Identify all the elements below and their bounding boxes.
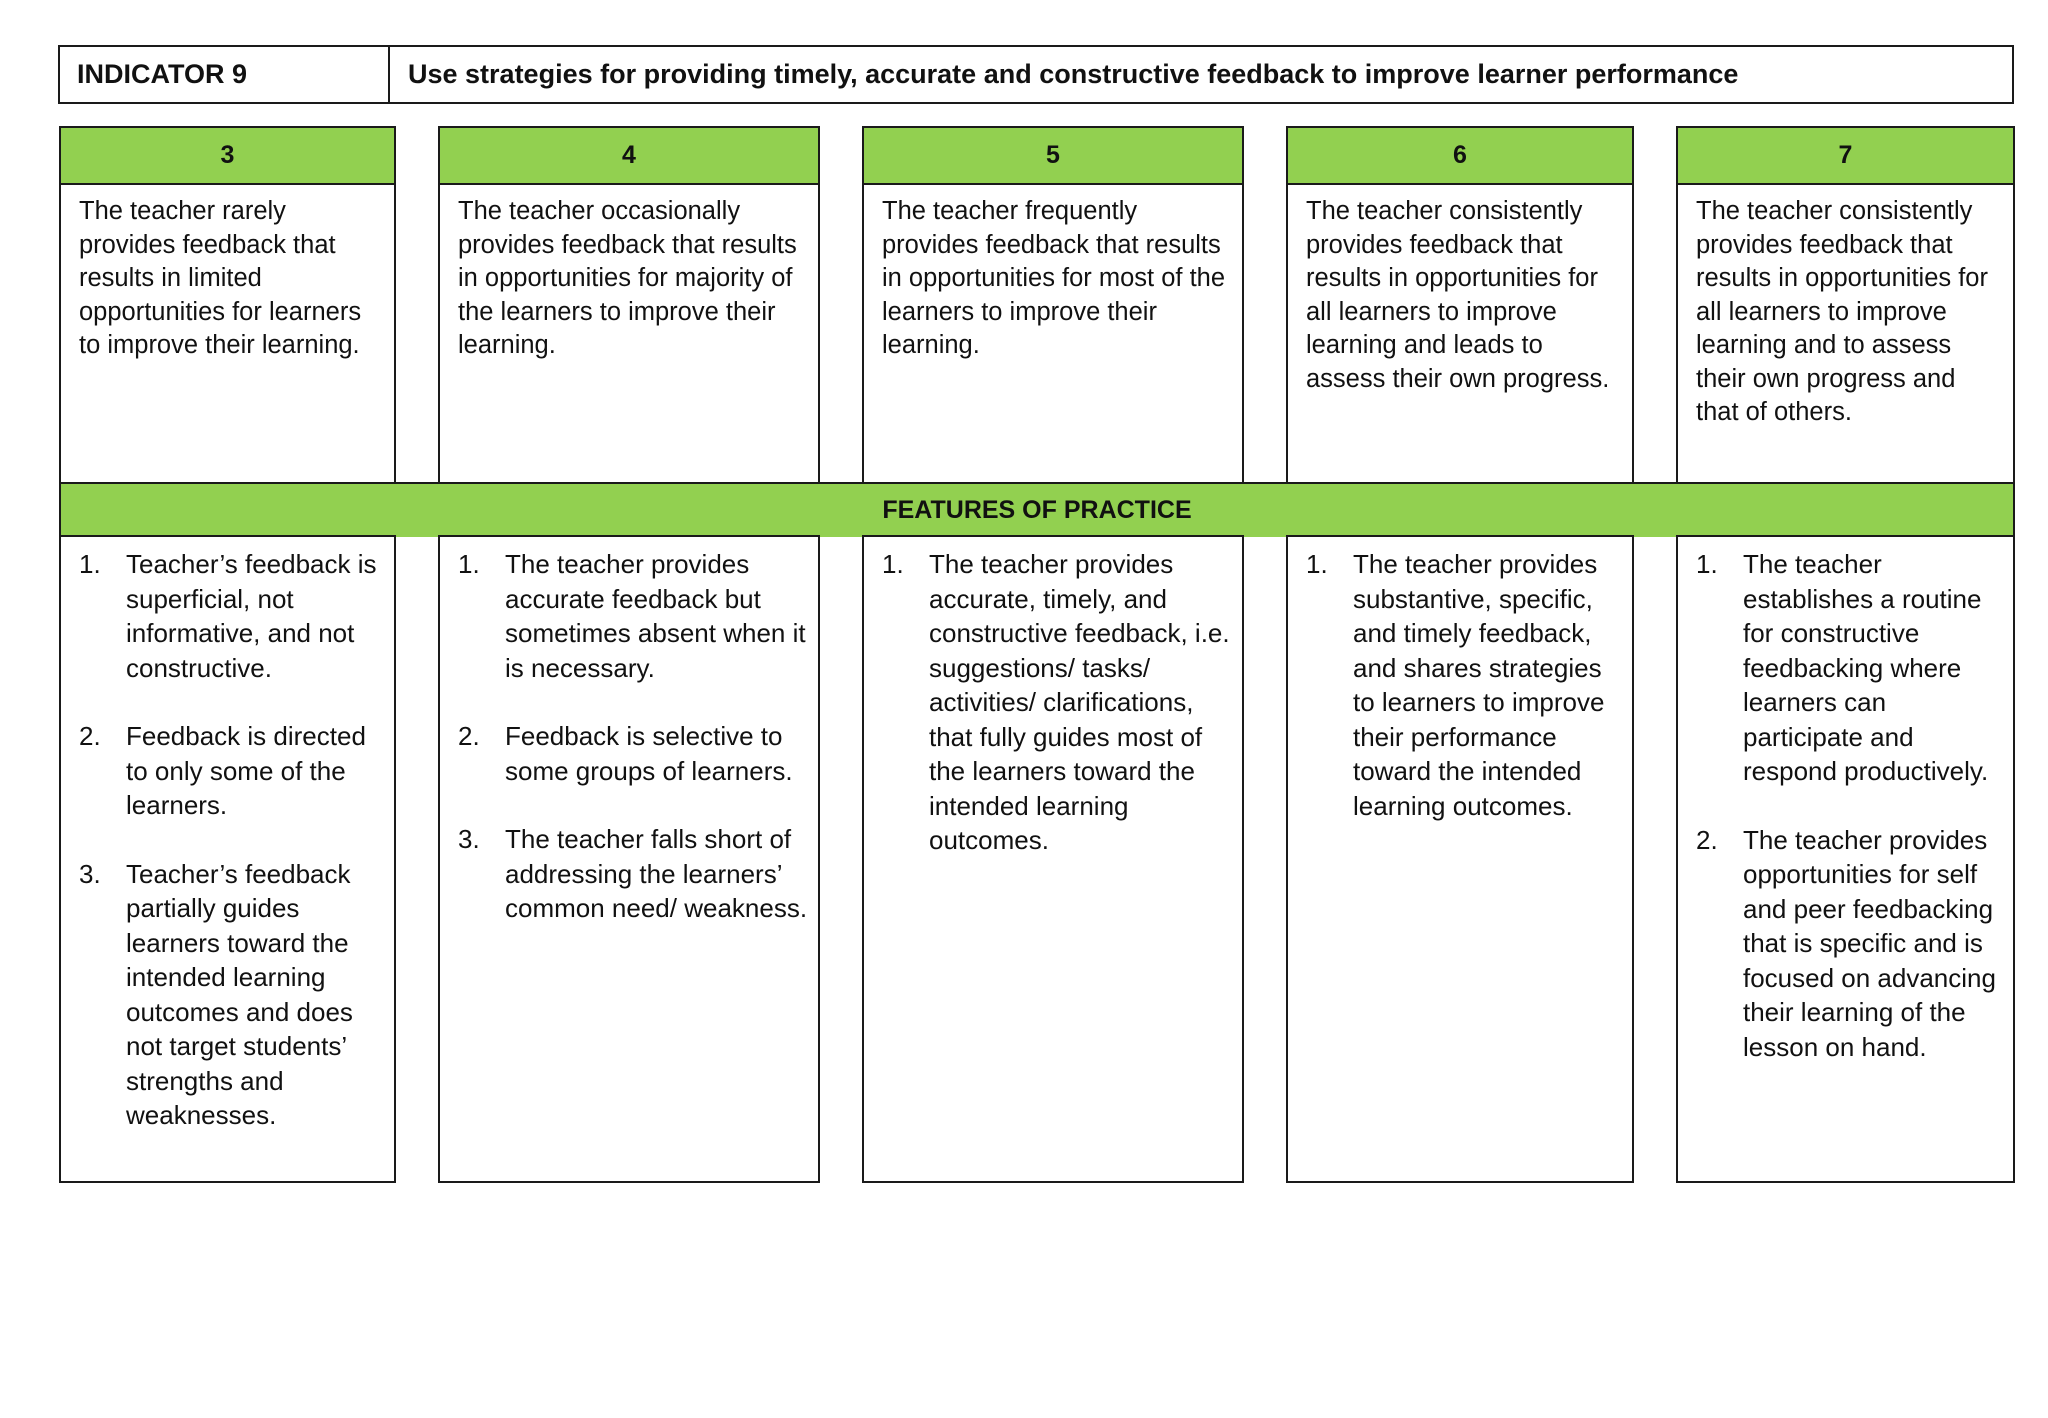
- level-header-7: 7: [1676, 126, 2015, 185]
- feature-item: [79, 547, 384, 685]
- feature-number: 3.: [79, 858, 101, 889]
- feature-number: 1.: [882, 549, 904, 579]
- features-column-5: [862, 535, 1244, 1183]
- level-header-3: 3: [59, 126, 396, 185]
- feature-item: [458, 822, 808, 926]
- features-column-4: [438, 535, 820, 1183]
- level-description-4: The teacher occasionally provides feedback that results in opportunities for majority of the learners to improve their learning.: [438, 183, 820, 484]
- feature-item: [1306, 547, 1622, 823]
- features-column-6: [1286, 535, 1634, 1183]
- feature-item: [458, 719, 808, 788]
- features-column-7: [1676, 535, 2015, 1183]
- level-header-5: 5: [862, 126, 1244, 185]
- feature-number: 2.: [1696, 824, 1718, 855]
- level-description-6: The teacher consistently provides feedback that results in opportunities for all learners to improve learning and leads to assess their own progress.: [1286, 183, 1634, 484]
- feature-number: 1.: [1306, 549, 1328, 579]
- feature-text: The teacher provides opportunities for self and peer feedbacking that is specific and is focused on advancing their learning of the lesson on hand.: [1743, 824, 1996, 1062]
- feature-number: 2.: [458, 721, 480, 751]
- feature-text: Feedback is directed to only some of the learners.: [126, 721, 366, 820]
- feature-item: [458, 547, 808, 685]
- indicator-title: Use strategies for providing timely, accurate and constructive feedback to improve learner performance: [408, 59, 1739, 89]
- level-description-5: The teacher frequently provides feedback that results in opportunities for most of the learners to improve their learning.: [862, 183, 1244, 484]
- feature-text: The teacher provides accurate, timely, and constructive feedback, i.e. suggestions/ tasks/ activities/ clarifications, that fully guides most of the learners toward the intended learning outcomes.: [929, 549, 1230, 855]
- level-description-3: The teacher rarely provides feedback that results in limited opportunities for learners to improve their learning.: [59, 183, 396, 484]
- feature-item: [1696, 823, 2003, 1065]
- features-of-practice-banner: FEATURES OF PRACTICE: [59, 482, 2015, 537]
- level-description-7: The teacher consistently provides feedback that results in opportunities for all learners to improve learning and to assess their own progress and that of others.: [1676, 183, 2015, 484]
- features-column-3: [59, 535, 396, 1183]
- feature-number: 1.: [458, 549, 480, 579]
- feature-text: Teacher’s feedback partially guides learners toward the intended learning outcomes and does not target students’ strengths and weaknesses.: [126, 858, 353, 1130]
- feature-text: The teacher falls short of addressing the learners’ common need/ weakness.: [505, 824, 808, 923]
- feature-number: 1.: [1696, 549, 1718, 579]
- feature-text: The teacher establishes a routine for constructive feedbacking where learners can participate and respond productively.: [1743, 549, 1989, 786]
- feature-number: 3.: [458, 824, 480, 854]
- indicator-header: [58, 45, 2014, 104]
- feature-text: The teacher provides accurate feedback but sometimes absent when it is necessary.: [505, 549, 806, 683]
- feature-item: [79, 857, 384, 1133]
- feature-text: Teacher’s feedback is superficial, not informative, and not constructive.: [126, 549, 377, 683]
- feature-number: 1.: [79, 549, 101, 579]
- feature-text: The teacher provides substantive, specific, and timely feedback, and shares strategies to learners to improve their performance toward the intended learning outcomes.: [1353, 549, 1605, 821]
- level-header-4: 4: [438, 126, 820, 185]
- feature-item: [79, 719, 384, 823]
- indicator-label: INDICATOR 9: [60, 47, 390, 102]
- feature-number: 2.: [79, 721, 101, 751]
- feature-text: Feedback is selective to some groups of learners.: [505, 721, 793, 786]
- feature-item: [882, 547, 1232, 858]
- feature-item: [1696, 547, 2003, 789]
- level-header-6: 6: [1286, 126, 1634, 185]
